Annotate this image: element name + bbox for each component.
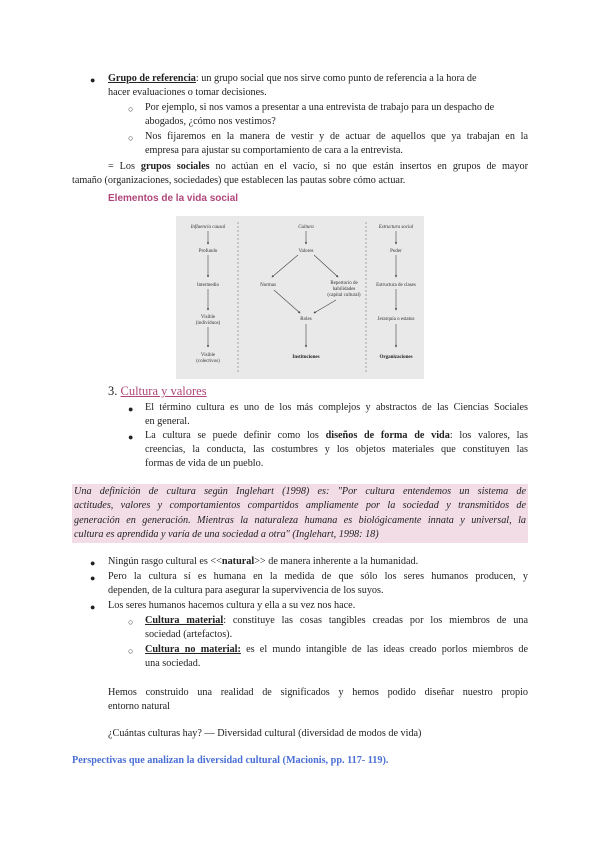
material-culture-term: Cultura material: [145, 615, 224, 626]
section-title: Elementos de la vida social: [108, 193, 239, 204]
diagram-label: Estructura de clases: [376, 283, 416, 288]
meanings-line2: entorno natural: [108, 701, 170, 712]
quote-line: generación en generación. Mientras la naturaleza humana es biológicamente innata y universal, la: [74, 514, 526, 526]
culture-b2-line1: La cultura se puede definir como los diseños de forma de vida: los valores, las: [145, 430, 528, 441]
human-culture-line2: dependen, de la cultura para asegurar la supervivencia de los suyos.: [108, 585, 384, 596]
diagram-label: Repertorio de: [330, 281, 358, 286]
section3-title: Cultura y valores: [120, 384, 207, 398]
quote-line: Una definición de cultura según Inglehart (1998) es: "Por cultura entendemos un sistema de: [74, 486, 526, 497]
inglehart-quote: [72, 484, 528, 543]
reference-group-line2: hacer evaluaciones o tomar decisiones.: [108, 87, 267, 98]
bullet-dot: ●: [90, 558, 96, 568]
culture-b1-line2: en general.: [145, 416, 190, 427]
example-line2: abogados, ¿cómo nos vestimos?: [145, 116, 276, 127]
diagram-label: (colectivos): [196, 359, 220, 364]
social-groups-line1: = Los grupos sociales no actúan en el vacío, si no que están insertos en grupos de mayor: [108, 161, 529, 172]
bullet-dot: ●: [90, 573, 96, 583]
nonmaterial-culture-line2: una sociedad.: [145, 658, 201, 669]
quote-line: cultura es aprendida y varía de una sociedad a otra" (Inglehart, 1998: 18): [74, 528, 379, 540]
section3-heading: 3. Cultura y valores: [108, 384, 207, 398]
quote-line: actitudes, valores y comportamientos compartidos ampliamente por la sociedad y transmitidos de: [74, 500, 526, 512]
life-forms-term: diseños de forma de vida: [325, 430, 450, 441]
diagram-label: Roles: [300, 317, 312, 322]
social-life-diagram: [176, 216, 424, 379]
make-culture-line: Los seres humanos hacemos cultura y ella a su vez nos hace.: [108, 600, 356, 611]
reference-group-term: Grupo de referencia: [108, 73, 196, 84]
example-line1: Por ejemplo, si nos vamos a presentar a una entrevista de trabajo para un despacho de: [145, 102, 495, 113]
diagram-label: Intermedio: [197, 283, 219, 288]
diagram-label: Organizaciones: [379, 355, 413, 360]
observe-line2: empresa para ajustar su comportamiento de cara a la entrevista.: [145, 145, 403, 156]
nonmaterial-culture-term: Cultura no material:: [145, 644, 241, 655]
material-culture-line1: Cultura material: constituye las cosas tangibles creadas por los miembros de una: [145, 615, 528, 626]
diagram-svg: [176, 216, 424, 379]
culture-b1-line1: El término cultura es uno de los más complejos y abstractos de las Ciencias Sociales: [145, 402, 528, 413]
diagram-label: Poder: [390, 249, 402, 254]
culture-b2-line3: formas de vida de un pueblo.: [145, 458, 264, 469]
natural-line: Ningún rasgo cultural es <<natural>> de manera inherente a la humanidad.: [108, 556, 419, 567]
diagram-label: Instituciones: [292, 355, 320, 360]
diagram-label: Normas: [260, 283, 276, 288]
diagram-label: Estructura social: [378, 225, 414, 230]
circle-bullet: ○: [128, 646, 134, 656]
diagram-label: Visible: [200, 315, 216, 320]
material-culture-line2: sociedad (artefactos).: [145, 629, 233, 640]
diagram-label: (capital cultural): [327, 293, 361, 298]
reference-group-line1: Grupo de referencia: un grupo social que nos sirve como punto de referencia a la hora de: [108, 73, 477, 84]
diagram-label: Valores: [298, 249, 314, 254]
observe-line1: Nos fijaremos en la manera de vestir y de actuar de aquellos que ya trabajan en la: [145, 131, 528, 142]
natural-term: natural: [221, 556, 255, 567]
meanings-line1: Hemos construido una realidad de significados y hemos podido diseñar nuestro propio: [108, 687, 528, 698]
bullet-dot: ●: [90, 602, 96, 612]
bullet-dot: ●: [128, 432, 134, 442]
cultures-question: ¿Cuántas culturas hay? — Diversidad cultural (diversidad de modos de vida): [108, 728, 422, 739]
bullet-dot: ●: [128, 404, 134, 414]
diagram-label: (individuos): [195, 321, 221, 326]
diagram-label: Cultura: [298, 225, 314, 230]
diagram-label: Profundo: [198, 249, 218, 254]
social-groups-term: grupos sociales: [140, 161, 210, 172]
bullet-dot: ●: [90, 75, 96, 85]
circle-bullet: ○: [128, 617, 134, 627]
culture-b2-line2: creencias, la conducta, las costumbres y los objetos materiales que constituyen las: [145, 444, 528, 455]
circle-bullet: ○: [128, 104, 134, 114]
perspectives-heading: Perspectivas que analizan la diversidad cultural (Macionis, pp. 117- 119).: [72, 755, 389, 766]
diagram-label: Visible: [200, 353, 216, 358]
diagram-label: habilidades: [332, 287, 356, 292]
circle-bullet: ○: [128, 133, 134, 143]
human-culture-line1: Pero la cultura sí es humana en la medida de que sólo los seres humanos producen, y: [108, 571, 528, 582]
nonmaterial-culture-line1: Cultura no material: es el mundo intangible de las ideas creado porlos miembros de: [145, 644, 528, 655]
diagram-label: Jerarquía o estatus: [377, 317, 415, 322]
diagram-label: Influencia causal: [190, 225, 226, 230]
social-groups-line2: tamaño (organizaciones, sociedades) que establecen las pautas sobre cómo actuar.: [72, 175, 406, 186]
